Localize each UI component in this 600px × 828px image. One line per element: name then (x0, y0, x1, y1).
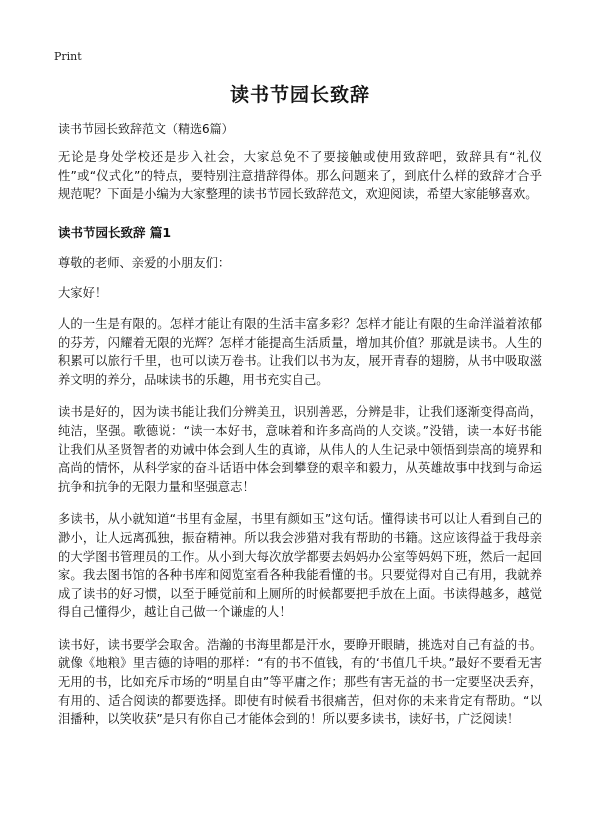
body-paragraph: 读书是好的，因为读书能让我们分辨美丑，识别善恶，分辨是非，让我们逐渐变得高尚，纯洁，坚强。歌德说：“读一本好书，意味着和许多高尚的人交谈。”没错，读一本好书能让我们从圣贤智者的劝诫中体会到人生的真谛，从伟人的人生记录中领悟到崇高的境界和高尚的情怀，从科学家的奋斗话语中体会到攀登的艰辛和毅力，从英雄故事中找到与命运抗争和抗争的无限力量和坚强意志！ (58, 405, 542, 494)
body-paragraph: 人的一生是有限的。怎样才能让有限的生活丰富多彩？怎样才能让有限的生命洋溢着浓郁的芬芳，闪耀着无限的光辉？怎样才能提高生活质量，增加其价值？那就是读书。人生的积累可以旅行千里，也可以读万卷书。让我们以书为友，展开青春的翅膀，从书中吸取滋养文明的养分，品味读书的乐趣，用书充实自己。 (58, 316, 542, 387)
page-title: 读书节园长致辞 (229, 84, 370, 106)
intro-paragraph: 无论是身处学校还是步入社会，大家总免不了要接触或使用致辞吧，致辞具有“礼仪性”或“仪式化”的特点，要特别注意措辞得体。那么问题来了，到底什么样的致辞才合乎规范呢？下面是小编为大家整理的读书节园长致辞范文，欢迎阅读，希望大家能够喜欢。 (58, 150, 542, 202)
greeting: 大家好！ (58, 286, 108, 301)
section-heading: 读书节园长致辞 篇1 (58, 224, 172, 240)
body-paragraph: 读书好，读书要学会取舍。浩瀚的书海里都是汗水，要睁开眼睛，挑选对自己有益的书。就像《地粮》里吉德的诗唱的那样：“有的书不值钱，有的‘书值几千块。”最好不要看无害无用的书，比如充斥市场的“明星自由”等平庸之作；那些有害无益的书一定要坚决丢弃，有用的、适合阅读的都要选择。即使有时候看书很痛苦，但对你的未来肯定有帮助。“以泪播种，以笑收获”是只有你自己才能体会到的！所以要多读书，读好书，广泛阅读！ (58, 637, 542, 727)
document-body (58, 120, 542, 743)
body-paragraph: 多读书，从小就知道“书里有金屋，书里有颜如玉”这句话。懂得读书可以让人看到自己的渺小，让人远离孤独，振奋精神。所以我会涉猎对我有帮助的书籍。这应该得益于我母亲的大学图书管理员的工作。从小到大每次放学都要去妈妈办公室等妈妈下班，然后一起回家。我去图书馆的各种书库和阅览室看各种我能看懂的书。只要觉得对自己有用，我就养成了读书的好习惯，以至于睡觉前和上厕所的时候都要把手放在上面。书读得越多，越觉得自己懂得少，越让自己做一个谦虚的人！ (58, 512, 542, 620)
salutation: 尊敬的老师、亲爱的小朋友们： (58, 255, 231, 270)
print-link[interactable]: Print (54, 50, 82, 63)
document-subtitle: 读书节园长致辞范文（精选6篇） (58, 122, 234, 136)
